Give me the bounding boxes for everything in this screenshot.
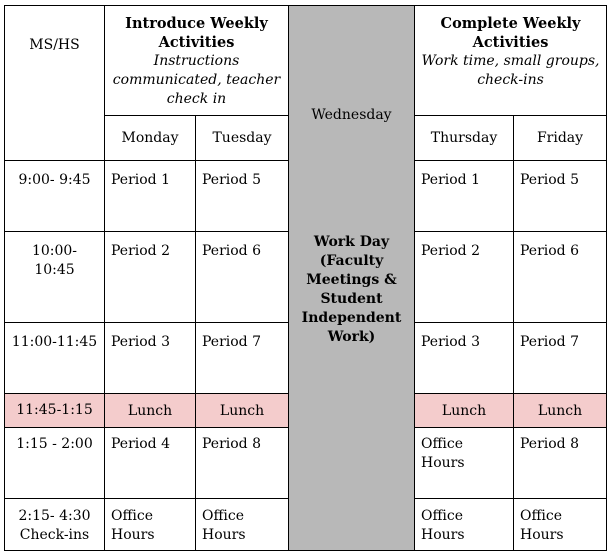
day-header-tuesday: Tuesday (196, 116, 289, 161)
time-cell: 9:00- 9:45 (5, 161, 105, 232)
cell-tuesday: Office Hours (196, 499, 289, 551)
cell-tuesday: Period 8 (196, 428, 289, 499)
day-header-thursday: Thursday (415, 116, 514, 161)
cell-thursday: Office Hours (415, 428, 514, 499)
cell-monday: Period 2 (105, 232, 196, 323)
group-header-introduce (105, 6, 289, 116)
day-header-wednesday: Wednesday (311, 107, 392, 123)
day-header-friday: Friday (514, 116, 607, 161)
wednesday-column (289, 6, 415, 551)
time-cell: 11:00-11:45 (5, 323, 105, 394)
group-title-complete: Complete Weekly Activities (440, 15, 581, 51)
workday-label: Work Day (Faculty Meetings & Student Independent Work) (301, 234, 402, 345)
cell-monday: Period 3 (105, 323, 196, 394)
cell-friday: Period 6 (514, 232, 607, 323)
cell-thursday: Period 3 (415, 323, 514, 394)
cell-thursday: Period 2 (415, 232, 514, 323)
time-cell: 1:15 - 2:00 (5, 428, 105, 499)
cell-monday: Period 1 (105, 161, 196, 232)
group-subtitle-complete: Work time, small groups, check-ins (421, 53, 600, 88)
cell-tuesday: Period 7 (196, 323, 289, 394)
time-cell: 2:15- 4:30 Check-ins (5, 499, 105, 551)
group-header-complete (415, 6, 607, 116)
cell-friday: Period 5 (514, 161, 607, 232)
header-row (5, 6, 607, 116)
group-title-introduce: Introduce Weekly Activities (125, 15, 268, 51)
cell-tuesday: Period 6 (196, 232, 289, 323)
cell-tuesday: Period 5 (196, 161, 289, 232)
cell-friday: Office Hours (514, 499, 607, 551)
corner-label: MS/HS (5, 6, 105, 161)
cell-monday: Period 4 (105, 428, 196, 499)
cell-thursday: Office Hours (415, 499, 514, 551)
cell-friday: Period 8 (514, 428, 607, 499)
cell-thursday: Period 1 (415, 161, 514, 232)
cell-monday: Office Hours (105, 499, 196, 551)
time-cell: 11:45-1:15 (5, 394, 105, 428)
cell-monday: Lunch (105, 394, 196, 428)
schedule-table (4, 5, 607, 551)
time-cell: 10:00- 10:45 (5, 232, 105, 323)
cell-friday: Period 7 (514, 323, 607, 394)
cell-tuesday: Lunch (196, 394, 289, 428)
cell-thursday: Lunch (415, 394, 514, 428)
day-header-monday: Monday (105, 116, 196, 161)
group-subtitle-introduce: Instructions communicated, teacher check in (112, 53, 281, 107)
cell-friday: Lunch (514, 394, 607, 428)
